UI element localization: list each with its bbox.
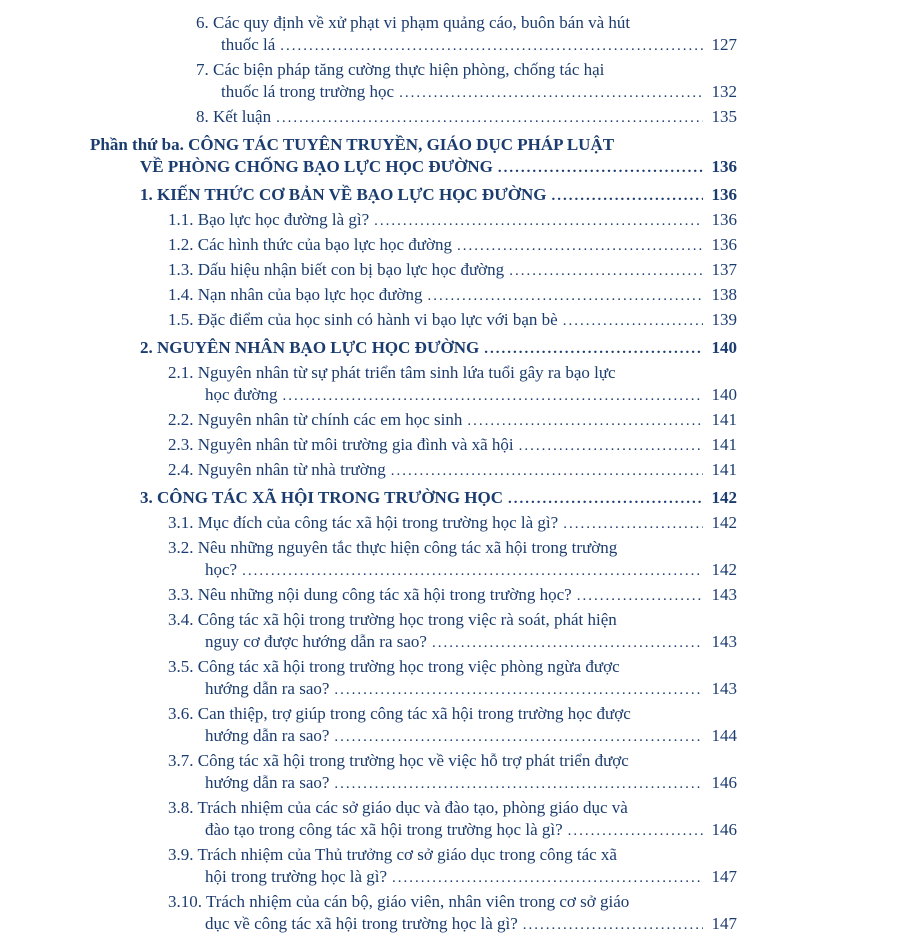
dot-leader	[519, 434, 703, 457]
toc-entry	[0, 459, 737, 482]
toc-entry	[0, 234, 737, 257]
toc-entry	[0, 512, 737, 535]
dot-leader	[280, 34, 703, 57]
dot-leader	[432, 631, 703, 654]
toc-entry-text: 2. NGUYÊN NHÂN BẠO LỰC HỌC ĐƯỜNG	[140, 338, 480, 357]
toc-entry-text: 1.2. Các hình thức của bạo lực học đường	[168, 235, 453, 254]
dot-leader	[563, 512, 703, 535]
dot-leader	[568, 819, 703, 842]
toc-entry	[0, 609, 737, 654]
dot-leader	[374, 209, 703, 232]
toc-entry	[0, 284, 737, 307]
dot-leader	[551, 184, 703, 207]
toc-entry-page-number: 143	[711, 632, 737, 651]
toc-entry-text: 6. Các quy định về xử phạt vi phạm quảng cáo, buôn bán và hút	[196, 13, 631, 32]
dot-leader	[276, 106, 703, 129]
toc-entry-text: hội trong trường học là gì?	[205, 867, 388, 886]
toc-entry-text: hướng dẫn ra sao?	[205, 726, 330, 745]
dot-leader	[509, 259, 703, 282]
dot-leader	[428, 284, 704, 307]
toc-entry-page-number: 136	[711, 157, 737, 176]
toc-entry	[0, 487, 737, 510]
toc-entry-text: 3.10. Trách nhiệm của cán bộ, giáo viên, nhân viên trong cơ sở giáo	[168, 892, 630, 911]
toc-entry-page-number: 142	[711, 560, 737, 579]
toc-entry	[0, 434, 737, 457]
toc-entry-text: 2.4. Nguyên nhân từ nhà trường	[168, 460, 386, 479]
toc-entry-page-number: 132	[711, 82, 737, 101]
toc-entry	[0, 703, 737, 748]
table-of-contents	[0, 12, 737, 936]
dot-leader	[392, 866, 703, 889]
toc-entry-text: 1.4. Nạn nhân của bạo lực học đường	[168, 285, 423, 304]
toc-entry-text: 3.8. Trách nhiệm của các sở giáo dục và đào tạo, phòng giáo dục và	[168, 798, 628, 817]
toc-entry	[0, 891, 737, 936]
toc-entry-text: hướng dẫn ra sao?	[205, 679, 330, 698]
toc-entry-page-number: 135	[711, 107, 737, 126]
toc-entry-page-number: 136	[711, 210, 737, 229]
toc-entry-page-number: 140	[711, 338, 737, 357]
toc-entry-text: 8. Kết luận	[196, 107, 272, 126]
dot-leader	[508, 487, 703, 510]
dot-leader	[242, 559, 703, 582]
toc-entry-text: 2.3. Nguyên nhân từ môi trường gia đình và xã hội	[168, 435, 514, 454]
toc-entry-text: 1. KIẾN THỨC CƠ BẢN VỀ BẠO LỰC HỌC ĐƯỜNG	[140, 185, 547, 204]
toc-entry	[0, 309, 737, 332]
toc-entry	[0, 259, 737, 282]
toc-entry-text: 3.4. Công tác xã hội trong trường học trong việc rà soát, phát hiện	[168, 610, 617, 629]
toc-entry	[0, 59, 737, 104]
toc-entry-text: 3.7. Công tác xã hội trong trường học về việc hỗ trợ phát triển được	[168, 751, 629, 770]
toc-entry-page-number: 147	[711, 867, 737, 886]
toc-entry-text: 2.1. Nguyên nhân từ sự phát triển tâm sinh lứa tuổi gây ra bạo lực	[168, 363, 616, 382]
toc-entry-page-number: 140	[711, 385, 737, 404]
toc-entry-text: 3.3. Nêu những nội dung công tác xã hội trong trường học?	[168, 585, 572, 604]
toc-entry-page-number: 142	[711, 513, 737, 532]
toc-entry-text: 3.9. Trách nhiệm của Thủ trưởng cơ sở giáo dục trong công tác xã	[168, 845, 617, 864]
dot-leader	[523, 913, 703, 936]
toc-entry-text: 1.3. Dấu hiệu nhận biết con bị bạo lực học đường	[168, 260, 505, 279]
toc-entry-page-number: 141	[711, 460, 737, 479]
toc-entry	[0, 844, 737, 889]
toc-entry-text: Phần thứ ba. CÔNG TÁC TUYÊN TRUYỀN, GIÁO DỤC PHÁP LUẬT	[90, 135, 615, 154]
dot-leader	[498, 156, 703, 179]
toc-entry-text: thuốc lá	[221, 35, 276, 54]
toc-entry	[0, 362, 737, 407]
toc-entry-page-number: 141	[711, 410, 737, 429]
toc-entry-text: học?	[205, 560, 238, 579]
toc-entry-text: 3. CÔNG TÁC XÃ HỘI TRONG TRƯỜNG HỌC	[140, 488, 504, 507]
toc-entry-page-number: 142	[711, 488, 737, 507]
toc-entry-text: VỀ PHÒNG CHỐNG BẠO LỰC HỌC ĐƯỜNG	[140, 157, 493, 176]
toc-entry	[0, 337, 737, 360]
toc-entry	[0, 584, 737, 607]
dot-leader	[484, 337, 703, 360]
dot-leader	[334, 725, 703, 748]
toc-entry-page-number: 146	[711, 773, 737, 792]
toc-entry-page-number: 144	[711, 726, 737, 745]
toc-entry-page-number: 141	[711, 435, 737, 454]
dot-leader	[467, 409, 703, 432]
dot-leader	[563, 309, 703, 332]
dot-leader	[334, 678, 703, 701]
toc-entry	[0, 750, 737, 795]
toc-entry-text: học đường	[205, 385, 278, 404]
toc-entry	[0, 12, 737, 57]
toc-entry-text: 3.1. Mục đích của công tác xã hội trong trường học là gì?	[168, 513, 559, 532]
toc-entry-text: dục về công tác xã hội trong trường học là gì?	[205, 914, 518, 933]
toc-entry	[0, 184, 737, 207]
toc-entry-text: thuốc lá trong trường học	[221, 82, 395, 101]
toc-entry-page-number: 139	[711, 310, 737, 329]
toc-entry	[0, 537, 737, 582]
toc-entry-text: 3.5. Công tác xã hội trong trường học trong việc phòng ngừa được	[168, 657, 620, 676]
toc-entry-page-number: 147	[711, 914, 737, 933]
toc-entry-page-number: 138	[711, 285, 737, 304]
toc-entry-page-number: 137	[711, 260, 737, 279]
toc-entry-text: 2.2. Nguyên nhân từ chính các em học sinh	[168, 410, 463, 429]
toc-entry-text: 3.6. Can thiệp, trợ giúp trong công tác xã hội trong trường học được	[168, 704, 631, 723]
toc-entry-page-number: 143	[711, 585, 737, 604]
dot-leader	[334, 772, 703, 795]
toc-entry-page-number: 127	[711, 35, 737, 54]
toc-entry-text: đào tạo trong công tác xã hội trong trường học là gì?	[205, 820, 563, 839]
toc-entry-page-number: 136	[711, 185, 737, 204]
toc-entry-page-number: 143	[711, 679, 737, 698]
toc-entry	[0, 209, 737, 232]
dot-leader	[399, 81, 703, 104]
dot-leader	[577, 584, 703, 607]
toc-entry-text: 3.2. Nêu những nguyên tắc thực hiện công tác xã hội trong trường	[168, 538, 618, 557]
toc-entry-text: 1.1. Bạo lực học đường là gì?	[168, 210, 370, 229]
toc-entry-text: 7. Các biện pháp tăng cường thực hiện phòng, chống tác hại	[196, 60, 605, 79]
toc-entry-text: nguy cơ được hướng dẫn ra sao?	[205, 632, 427, 651]
toc-entry-text: hướng dẫn ra sao?	[205, 773, 330, 792]
toc-entry-text: 1.5. Đặc điểm của học sinh có hành vi bạo lực với bạn bè	[168, 310, 558, 329]
toc-entry	[0, 106, 737, 129]
toc-entry	[0, 656, 737, 701]
toc-entry-page-number: 136	[711, 235, 737, 254]
toc-entry-page-number: 146	[711, 820, 737, 839]
toc-entry	[0, 134, 737, 179]
toc-entry	[0, 797, 737, 842]
dot-leader	[457, 234, 703, 257]
toc-entry	[0, 409, 737, 432]
dot-leader	[391, 459, 703, 482]
dot-leader	[283, 384, 704, 407]
